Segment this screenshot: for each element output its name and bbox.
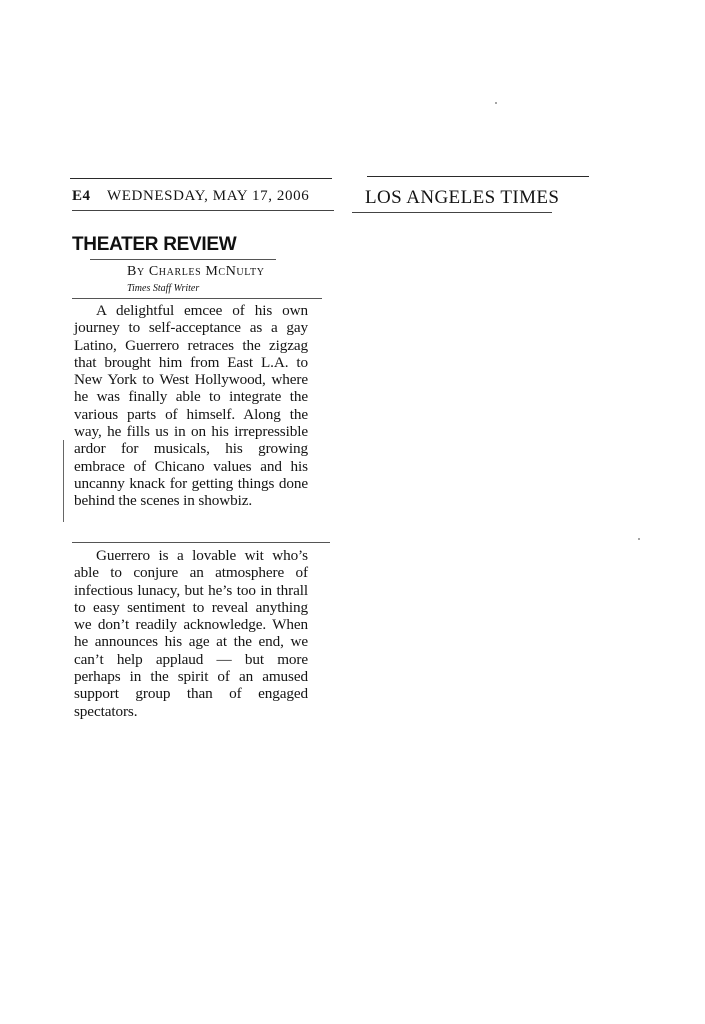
page-number: E4: [72, 188, 91, 204]
publication-date: WEDNESDAY, MAY 17, 2006: [107, 188, 310, 204]
byline-rule: [72, 298, 322, 299]
scan-speck: [495, 102, 497, 104]
margin-mark: [63, 440, 64, 522]
kicker-rule: [90, 259, 276, 260]
folio-top-rule-right: [367, 176, 589, 177]
paragraph-divider: [72, 542, 330, 543]
section-kicker: THEATER REVIEW: [72, 234, 237, 255]
publication-name: LOS ANGELES TIMES: [365, 187, 560, 208]
byline: By Charles McNulty: [127, 264, 265, 279]
folio-line: [72, 186, 592, 212]
article-paragraph: A delightful emcee of his own journey to self-acceptance as a gay Latino, Guerrero retraces the zigzag that brought him from East L.A. to New York to West Hollywood, where he was finally able to integrate the various parts of himself. Along the way, he fills us in on his irrepressible ardor for musicals, his growing embrace of Chicano values and his uncanny knack for getting things done behind the scenes in showbiz.: [74, 302, 308, 510]
scan-speck: [638, 538, 640, 540]
folio-bottom-rule: [72, 210, 334, 211]
byline-title: Times Staff Writer: [127, 283, 200, 294]
folio-top-rule: [70, 178, 332, 179]
folio-bottom-rule-right: [352, 212, 552, 213]
article-paragraph: Guerrero is a lovable wit who’s able to conjure an atmosphere of infectious lunacy, but he’s too in thrall to easy sentiment to reveal anything we don’t readily acknowledge. When he announces his age at the end, we can’t help applaud — but more perhaps in the spirit of an amused support group than of engaged spectators.: [74, 547, 308, 720]
